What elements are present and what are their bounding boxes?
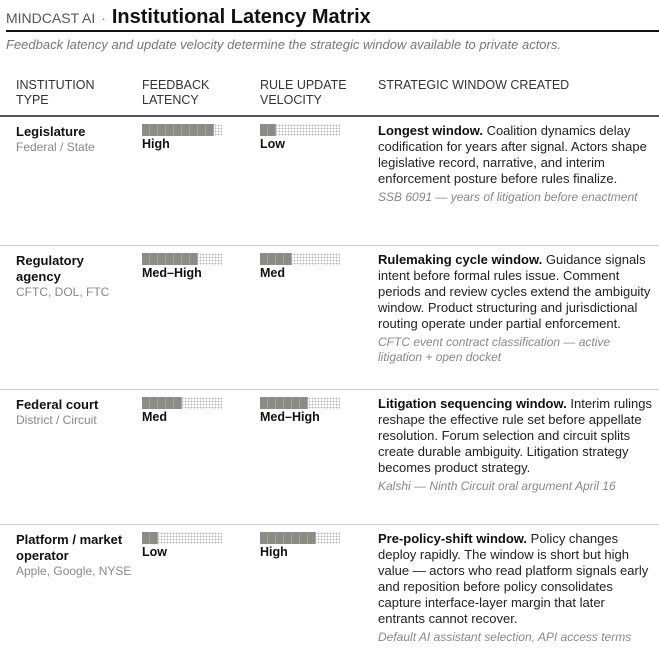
institution-name: Legislature: [16, 124, 86, 139]
column-header: RULE UPDATE VELOCITY: [260, 78, 347, 107]
institution-name: Regulatory agency: [16, 253, 84, 284]
velocity-bar: [260, 253, 340, 265]
velocity-bar-fill: [260, 124, 276, 136]
separator: ·: [101, 10, 106, 26]
velocity-label: Med–High: [260, 410, 320, 424]
table-row: [0, 525, 659, 663]
window-example: Kalshi — Ninth Circuit oral argument April 16: [378, 479, 616, 493]
latency-bar-fill: [142, 253, 198, 265]
institution-name: Platform / market operator: [16, 532, 123, 563]
latency-bar: [142, 397, 222, 409]
velocity-label: Low: [260, 137, 285, 151]
window-title: Longest window.: [378, 123, 483, 138]
subtitle: Feedback latency and update velocity determine the strategic window available to private actors.: [6, 37, 561, 52]
velocity-label: Med: [260, 266, 285, 280]
column-header: FEEDBACK LATENCY: [142, 78, 210, 107]
velocity-bar-fill: [260, 532, 316, 544]
column-header: STRATEGIC WINDOW CREATED: [378, 78, 570, 92]
rule-update-velocity: [260, 253, 340, 280]
velocity-bar: [260, 397, 340, 409]
latency-label: Med: [142, 410, 167, 424]
institution-sub: District / Circuit: [16, 413, 97, 427]
window-description: [378, 252, 653, 332]
header: [6, 6, 659, 32]
rule-update-velocity: [260, 397, 340, 424]
velocity-bar: [260, 532, 340, 544]
latency-bar-fill: [142, 124, 214, 136]
window-example: CFTC event contract classification — active litigation + open docket: [378, 335, 611, 364]
latency-bar-fill: [142, 397, 182, 409]
brand: MINDCAST AI: [6, 10, 96, 26]
institution-sub: Federal / State: [16, 140, 95, 154]
institution-sub: Apple, Google, NYSE: [16, 564, 132, 578]
table-row: [0, 117, 659, 246]
feedback-latency: [142, 253, 222, 280]
latency-label: High: [142, 137, 170, 151]
latency-label: Low: [142, 545, 167, 559]
velocity-bar: [260, 124, 340, 136]
latency-bar: [142, 253, 222, 265]
latency-label: Med–High: [142, 266, 202, 280]
window-description: [378, 123, 653, 187]
feedback-latency: [142, 124, 222, 151]
rule-update-velocity: [260, 532, 340, 559]
window-text: Guidance signals intent before formal rules issue. Comment periods and review cycles extend the ambiguity window. Product structuring and jurisdictional routing operate under partial enforcement.: [378, 252, 651, 331]
velocity-bar-fill: [260, 397, 308, 409]
window-text: Coalition dynamics delay codification for years after signal. Actors shape legislative record, narrative, and interim enforcement posture before rules finalize.: [378, 123, 647, 186]
table-header: [0, 77, 659, 117]
window-title: Litigation sequencing window.: [378, 396, 567, 411]
column-header: INSTITUTION TYPE: [16, 78, 95, 107]
window-text: Interim rulings reshape the effective rule set before appellate resolution. Forum selection and circuit splits create durable ambiguity. Litigation strategy becomes product strategy.: [378, 396, 652, 475]
institution-sub: CFTC, DOL, FTC: [16, 285, 110, 299]
window-text: Policy changes deploy rapidly. The window is short but high value — actors who read platform signals early and reposition before policy consolidates capture interface-layer margin that later entrants cannot recover.: [378, 531, 649, 626]
rule-update-velocity: [260, 124, 340, 151]
page-title: Institutional Latency Matrix: [111, 6, 371, 28]
latency-bar: [142, 124, 222, 136]
table-row: [0, 246, 659, 390]
window-title: Pre-policy-shift window.: [378, 531, 528, 546]
velocity-bar-fill: [260, 253, 292, 265]
window-example: Default AI assistant selection, API access terms: [378, 630, 632, 644]
latency-bar: [142, 532, 222, 544]
feedback-latency: [142, 532, 222, 559]
table-row: [0, 390, 659, 525]
latency-bar-fill: [142, 532, 158, 544]
window-description: [378, 531, 653, 627]
feedback-latency: [142, 397, 222, 424]
institution-name: Federal court: [16, 397, 99, 412]
velocity-label: High: [260, 545, 288, 559]
window-example: SSB 6091 — years of litigation before enactment: [378, 190, 638, 204]
window-title: Rulemaking cycle window.: [378, 252, 543, 267]
window-description: [378, 396, 653, 476]
